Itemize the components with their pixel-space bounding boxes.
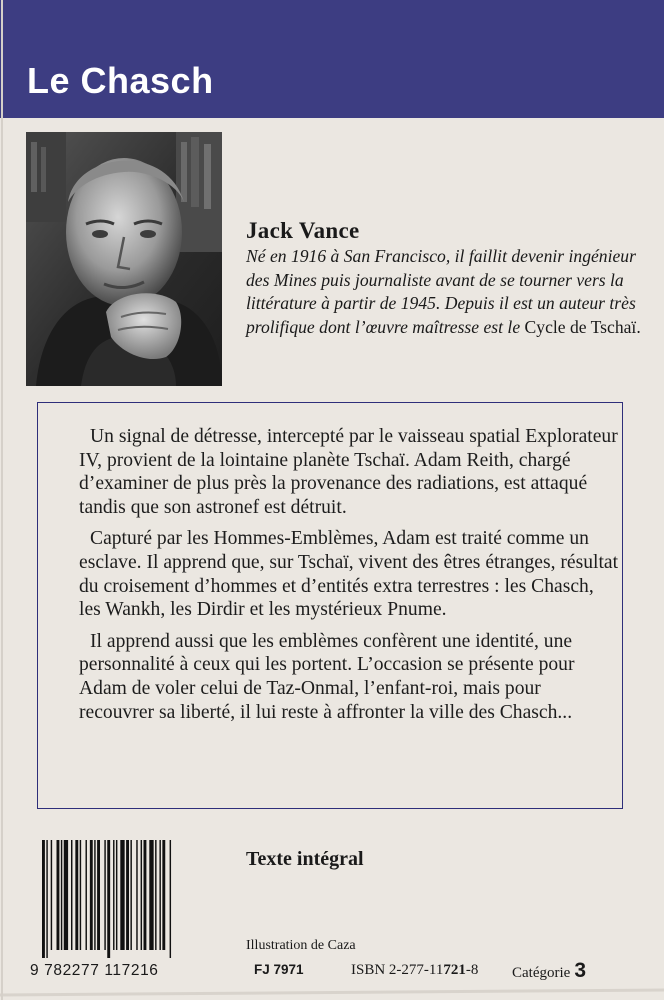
barcode-bar (159, 840, 160, 950)
author-name: Jack Vance (246, 218, 360, 243)
barcode-bar (120, 840, 124, 950)
barcode-bar (71, 840, 72, 950)
category-number: 3 (574, 959, 586, 982)
title-band (0, 0, 664, 118)
barcode-bar (86, 840, 87, 950)
isbn-bold: 721 (443, 962, 466, 978)
category-label: Catégorie (512, 965, 571, 981)
isbn-suffix: -8 (465, 962, 479, 978)
barcode-bar (104, 840, 105, 950)
barcode-bar (136, 840, 137, 950)
barcode-bar (155, 840, 156, 950)
barcode-bar (51, 840, 52, 950)
category (512, 959, 586, 983)
blurb-paragraph-3: Il apprend aussi que les emblèmes confèrent une identité, une personnalité à ceux qui les portent. L’occasion se présente pour Adam de voler celui de Taz-Onmal, l’enfant-roi, mais pour recouvrer sa liberté, il lui reste à affronter la ville des Chasch... (79, 630, 575, 723)
fj-code: FJ 7971 (254, 962, 304, 977)
barcode-bar (126, 840, 129, 950)
barcode-bar (64, 840, 68, 950)
barcode-bar (61, 840, 62, 950)
barcode-bar (90, 840, 93, 950)
barcode-bar (141, 840, 142, 950)
book-title: Le Chasch (27, 60, 214, 101)
illustration-credit: Illustration de Caza (246, 938, 356, 953)
barcode-bar (116, 840, 117, 950)
barcode-bar (46, 840, 47, 958)
blurb-paragraph-1: Un signal de détresse, intercepté par le vaisseau spatial Explorateur IV, provient de la lointaine planète Tschaï. Adam Reith, chargé d’examiner de plus près la provenance des radiations, est attaqué tandis que son astronef est détruit. (79, 426, 618, 518)
barcode-bar (149, 840, 153, 950)
barcode-bar (94, 840, 95, 950)
barcode-bar (97, 840, 100, 950)
blurb-paragraph-2: Capturé par les Hommes-Emblèmes, Adam est traité comme un esclave. Il apprend que, sur Tschaï, vivent des êtres étranges, résultat du croisement d’hommes et d’entités extra terrestres : les Chasch, les Wankh, les Dirdir et les mystérieux Pnume. (79, 528, 619, 621)
barcode-bar (130, 840, 131, 950)
blurb (79, 425, 619, 732)
barcode-bar (170, 840, 171, 958)
barcode-bar (107, 840, 110, 958)
author-photo (26, 132, 222, 386)
bio-text: Né en 1916 à San Francisco, il faillit devenir ingénieur des Mines puis journaliste avant de se tourner vers la littérature à partir de 1945. Depuis il est un auteur très prolifique dont l’œuvre maîtresse est le (246, 246, 636, 337)
isbn (351, 962, 478, 979)
barcode-number: 9 782277 117216 (30, 962, 159, 979)
barcode-bar (75, 840, 78, 950)
barcode-bar (57, 840, 60, 950)
barcode-bar (144, 840, 147, 950)
bio-end: . (636, 316, 641, 337)
barcode-bar (42, 840, 45, 958)
bio-work-title: Cycle de Tschaï (524, 316, 637, 337)
author-bio (246, 245, 656, 339)
isbn-prefix: ISBN 2-277-11 (351, 962, 444, 978)
barcode (40, 840, 210, 958)
barcode-bar (80, 840, 81, 950)
barcode-bar (113, 840, 114, 950)
barcode-bar (162, 840, 165, 950)
edition-label: Texte intégral (246, 848, 364, 870)
